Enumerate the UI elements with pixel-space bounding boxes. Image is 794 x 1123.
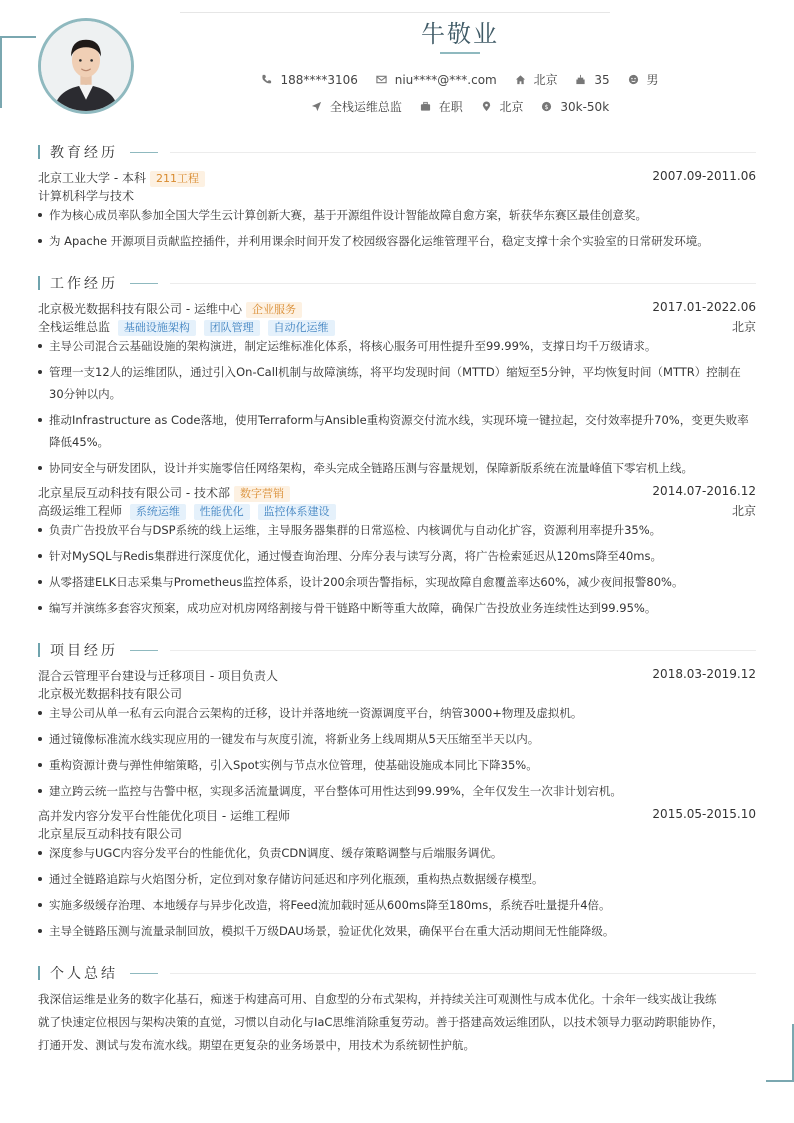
list-item: 主导公司混合云基础设施的架构演进，制定运维标准化体系，将核心服务可用性提升至99.99%，支撑日均千万级请求。 xyxy=(38,335,756,357)
education-header xyxy=(38,169,756,187)
contact-info-row xyxy=(0,71,794,88)
work-header xyxy=(38,300,756,318)
work-city: 北京 xyxy=(731,320,756,334)
list-item: 主导全链路压测与流量录制回放，模拟千万级DAU场景，验证优化效果，确保平台在重大活动期间无性能降级。 xyxy=(38,920,756,942)
project-date: 2015.05-2015.10 xyxy=(652,807,756,821)
list-item: 针对MySQL与Redis集群进行深度优化，通过慢查询治理、分库分表与读写分离，将广告检索延迟从120ms降至40ms。 xyxy=(38,545,756,567)
major: 计算机科学与技术 xyxy=(38,189,135,203)
project-company: 北京星辰互动科技有限公司 xyxy=(38,827,183,841)
section-education xyxy=(38,142,756,162)
hometown-info: 北京 xyxy=(515,71,558,88)
skill-tag: 系统运维 xyxy=(130,504,186,520)
list-item: 实施多级缓存治理、本地缓存与异步化改造，将Feed流加载时延从600ms降至180ms，系统吞吐量提升4倍。 xyxy=(38,894,756,916)
target-position-info: 全栈运维总监 xyxy=(311,98,402,115)
education-date: 2007.09-2011.06 xyxy=(652,169,756,183)
school-tag: 211工程 xyxy=(150,171,205,187)
email-info: niu****@***.com xyxy=(376,73,497,87)
company-name: 北京星辰互动科技有限公司 - 技术部 xyxy=(38,486,230,500)
section-projects xyxy=(38,640,756,660)
section-summary xyxy=(38,963,756,983)
candidate-name: 牛敬业 xyxy=(421,20,499,48)
industry-tag: 数字营销 xyxy=(234,486,290,502)
project-name: 混合云管理平台建设与迁移项目 - 项目负责人 xyxy=(38,669,278,683)
list-item: 从零搭建ELK日志采集与Prometheus监控体系，设计200余项告警指标，实现故障自愈覆盖率达60%，减少夜间报警80%。 xyxy=(38,571,756,593)
work-date: 2014.07-2016.12 xyxy=(652,484,756,498)
phone-icon xyxy=(261,74,272,85)
list-item: 编写并演练多套容灾预案，成功应对机房网络割接与骨干链路中断等重大故障，确保广告投放业务连续性达到99.95%。 xyxy=(38,597,756,619)
job-title: 全栈运维总监 xyxy=(38,320,111,334)
work-title-row xyxy=(38,502,756,520)
skill-tag: 基础设施架构 xyxy=(118,320,196,336)
list-item: 建立跨云统一监控与告警中枢，实现多活流量调度，平台整体可用性达到99.99%，全年仅发生一次非计划宕机。 xyxy=(38,780,756,802)
job-intent-row xyxy=(0,98,794,115)
age-info: 35 xyxy=(575,73,609,87)
work-city: 北京 xyxy=(731,504,756,518)
project-company: 北京极光数据科技有限公司 xyxy=(38,687,183,701)
work-header xyxy=(38,484,756,502)
status-info: 在职 xyxy=(420,98,463,115)
location-icon xyxy=(481,101,492,112)
company-name: 北京极光数据科技有限公司 - 运维中心 xyxy=(38,302,242,316)
school-name: 北京工业大学 - 本科 xyxy=(38,171,146,185)
briefcase-icon xyxy=(420,101,431,112)
list-item: 推动Infrastructure as Code落地，使用Terraform与Ansible重构资源交付流水线，实现环境一键拉起，交付效率提升70%，变更失败率 降低45%。 xyxy=(38,409,756,453)
list-item: 通过镜像标准流水线实现应用的一键发布与灰度引流，将新业务上线周期从5天压缩至半天以内。 xyxy=(38,728,756,750)
list-item: 重构资源计费与弹性伸缩策略，引入Spot实例与节点水位管理，使基础设施成本同比下降35%。 xyxy=(38,754,756,776)
industry-tag: 企业服务 xyxy=(246,302,302,318)
project-header xyxy=(38,807,756,824)
list-item: 协同安全与研发团队，设计并实施零信任网络架构，牵头完成全链路压测与容量规划，保障新版系统在流量峰值下零宕机上线。 xyxy=(38,457,756,479)
send-icon xyxy=(311,101,322,112)
section-title-summary: 个人总结 xyxy=(50,966,118,982)
list-item: 主导公司从单一私有云向混合云架构的迁移，设计并落地统一资源调度平台，纳管3000+物理及虚拟机。 xyxy=(38,702,756,724)
summary-text: 我深信运维是业务的数字化基石，痴迷于构建高可用、自愈型的分布式架构，并持续关注可观测性与成本优化。十余年一线实战让我练 就了快速定位根因与架构决策的直觉，习惯以自动化与IaC思维消除重复劳动。善于搭建高效运维团队，以技术领导力驱动跨职能协作， 打通开发、测试与发布流水线。期望在更复杂的业务场景中，用技术为系统韧性护航。 xyxy=(38,992,724,1052)
project-header xyxy=(38,667,756,684)
mail-icon xyxy=(376,74,387,85)
list-item: 负责广告投放平台与DSP系统的线上运维，主导服务器集群的日常巡检、内核调优与自动化扩容，资源利用率提升35%。 xyxy=(38,519,756,541)
phone-info: 188****3106 xyxy=(261,73,357,87)
skill-tag: 监控体系建设 xyxy=(258,504,336,520)
list-item: 深度参与UGC内容分发平台的性能优化，负责CDN调度、缓存策略调整与后端服务调优。 xyxy=(38,842,756,864)
list-item: 管理一支12人的运维团队，通过引入On-Call机制与故障演练，将平均发现时间（MTTD）缩短至5分钟，平均恢复时间（MTTR）控制在 30分钟以内。 xyxy=(38,361,756,405)
project-name: 高并发内容分发平台性能优化项目 - 运维工程师 xyxy=(38,809,290,823)
home-icon xyxy=(515,74,526,85)
section-title-education: 教育经历 xyxy=(50,145,118,161)
list-item: 通过全链路追踪与火焰图分析，定位到对象存储访问延迟和序列化瓶颈，重构热点数据缓存模型。 xyxy=(38,868,756,890)
work-title-row xyxy=(38,318,756,336)
job-title: 高级运维工程师 xyxy=(38,504,123,518)
top-divider xyxy=(180,12,610,13)
skill-tag: 性能优化 xyxy=(194,504,250,520)
section-title-work: 工作经历 xyxy=(50,276,118,292)
list-item: 为 Apache 开源项目贡献监控插件，并利用课余时间开发了校园级容器化运维管理平台，稳定支撑十余个实验室的日常研发环境。 xyxy=(38,230,756,252)
target-city-info: 北京 xyxy=(481,98,524,115)
svg-text:$: $ xyxy=(544,102,549,111)
skill-tag: 团队管理 xyxy=(204,320,260,336)
cake-icon xyxy=(575,74,586,85)
money-icon xyxy=(541,101,552,112)
section-title-projects: 项目经历 xyxy=(50,643,118,659)
work-date: 2017.01-2022.06 xyxy=(652,300,756,314)
corner-decoration-bottom-right xyxy=(766,1024,794,1082)
salary-info: $ 30k-50k xyxy=(541,100,609,114)
gender-icon xyxy=(628,74,639,85)
project-date: 2018.03-2019.12 xyxy=(652,667,756,681)
skill-tag: 自动化运维 xyxy=(268,320,335,336)
section-work xyxy=(38,273,756,293)
name-underline xyxy=(440,52,480,54)
gender-info: 男 xyxy=(628,71,659,88)
list-item: 作为核心成员率队参加全国大学生云计算创新大赛，基于开源组件设计智能故障自愈方案，斩获华东赛区最佳创意奖。 xyxy=(38,204,756,226)
